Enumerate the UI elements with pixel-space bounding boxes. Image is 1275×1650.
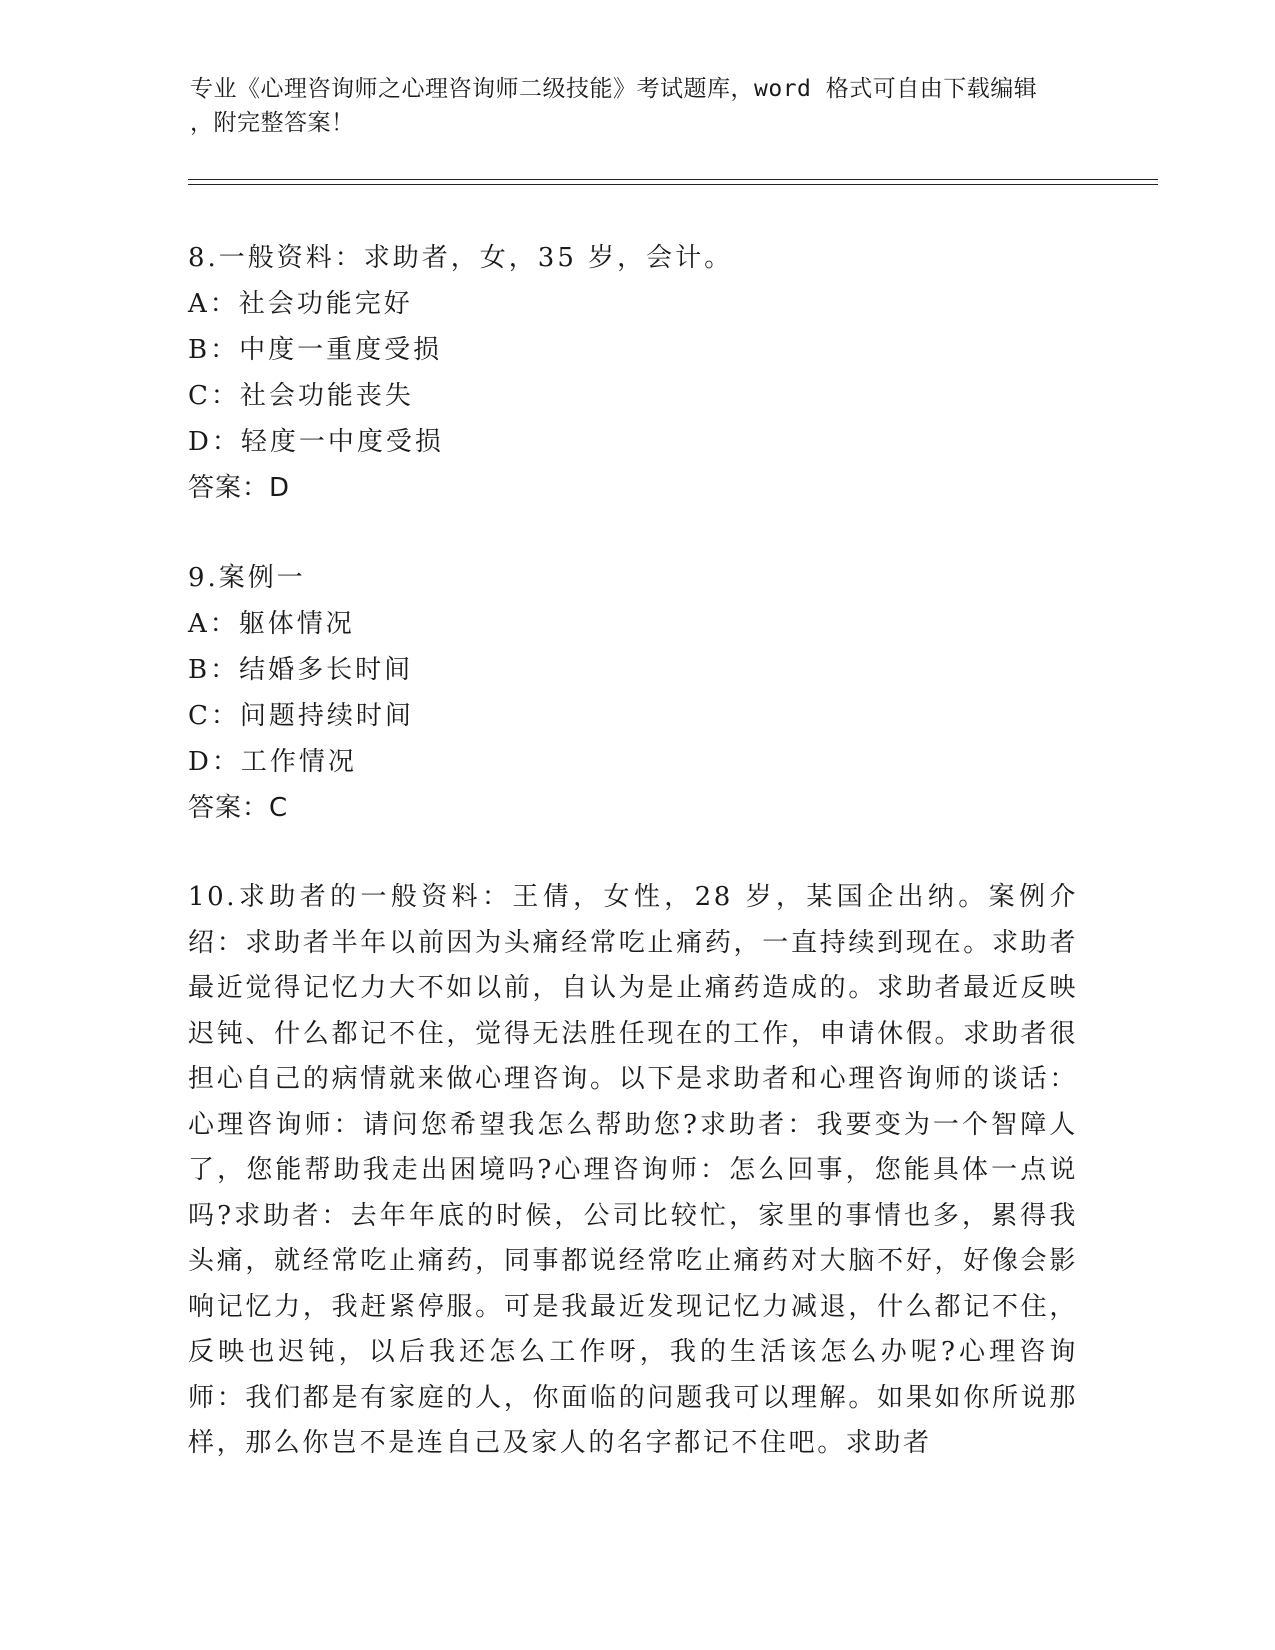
question-10 <box>188 875 1078 1467</box>
header-divider-bottom <box>188 184 1158 185</box>
header-line-2: ，附完整答案！ <box>190 110 355 136</box>
answer-line: 答案：D <box>188 473 291 503</box>
header-line-1: 专业《心理咨询师之心理咨询师二级技能》考试题库，word 格式可自由下载编辑 <box>190 76 1038 102</box>
option-a: A：社会功能完好 <box>188 289 413 319</box>
question-stem: 8.一般资料：求助者，女，35 岁，会计。 <box>188 243 734 273</box>
question-stem: 9.案例一 <box>188 563 306 593</box>
question-paragraph: 10.求助者的一般资料：王倩，女性，28 岁，某国企出纳。案例介绍：求助者半年以前因为头痛经常吃止痛药，一直持续到现在。求助者最近觉得记忆力大不如以前，自认为是止痛药造成的。求助者最近反映迟钝、什么都记不住，觉得无法胜任现在的工作，申请休假。求助者很担心自己的病情就来做心理咨询。以下是求助者和心理咨询师的谈话：心理咨询师：请问您希望我怎么帮助您?求助者：我要变为一个智障人了，您能帮助我走出困境吗?心理咨询师：怎么回事，您能具体一点说吗?求助者：去年年底的时候，公司比较忙，家里的事情也多，累得我头痛，就经常吃止痛药，同事都说经常吃止痛药对大脑不好，好像会影响记忆力，我赶紧停服。可是我最近发现记忆力减退，什么都记不住，反映也迟钝，以后我还怎么工作呀，我的生活该怎么办呢?心理咨询师：我们都是有家庭的人，你面临的问题我可以理解。如果如你所说那样，那么你岂不是连自己及家人的名字都记不住吧。求助者 <box>188 882 1078 1458</box>
option-b: B：中度一重度受损 <box>188 335 443 365</box>
option-a: A：躯体情况 <box>188 609 355 639</box>
option-c: C：社会功能丧失 <box>188 381 414 411</box>
document-header <box>190 72 1090 140</box>
option-c: C：问题持续时间 <box>188 701 414 731</box>
option-d: D：工作情况 <box>188 747 357 777</box>
answer-line: 答案：C <box>188 793 289 823</box>
option-b: B：结婚多长时间 <box>188 655 414 685</box>
option-d: D：轻度一中度受损 <box>188 427 444 457</box>
header-divider-top <box>188 179 1158 180</box>
question-8 <box>188 235 1088 511</box>
question-9 <box>188 555 1088 831</box>
